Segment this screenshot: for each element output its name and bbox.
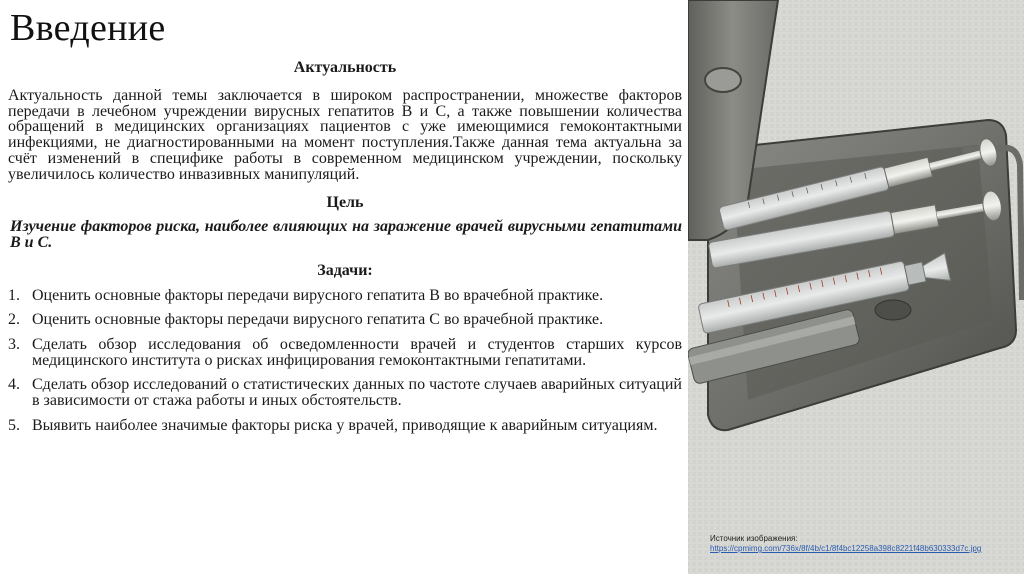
task-text: Оценить основные факторы передачи вирусного гепатита В во врачебной практике.	[32, 286, 604, 304]
task-item	[8, 337, 682, 368]
task-text: Сделать обзор исследования об осведомленности врачей и студентов старших курсов медицинского института о рисках инфицирования гемоконтактными гепатитами.	[32, 336, 682, 369]
task-text: Оценить основные факторы передачи вирусного гепатита С во врачебной практике.	[32, 311, 604, 329]
relevance-text: Актуальность данной темы заключается в широком распространении, множестве факторов передачи в лечебном учреждении вирусных гепатитов В и С, а также повышении количества обращений в медицинских организациях пациентов с уже имеющимися гемоконтактными инфекциями, не диагностированными на момент поступления.Также данная тема актуальна за счёт изменений в специфике работы в современном медицинском учреждении, поскольку увеличилось количество инвазивных манипуляций.	[8, 87, 682, 183]
slide-content	[8, 58, 682, 443]
task-item	[8, 377, 682, 408]
task-number: 4.	[8, 376, 20, 394]
caption-label: Источник изображения:	[710, 534, 798, 543]
slide-title: Введение	[10, 7, 166, 49]
task-number: 3.	[8, 336, 20, 354]
relevance-heading: Актуальность	[293, 59, 397, 76]
tasks-heading: Задачи:	[317, 261, 373, 279]
task-item	[8, 288, 682, 304]
task-item	[8, 418, 682, 434]
goal-text: Изучение факторов риска, наиболее влияющих на заражение врачей вирусными гепатитами В и С.	[10, 218, 682, 251]
syringes-in-metal-tray-icon	[688, 0, 1024, 574]
task-text: Сделать обзор исследований о статистических данных по частоте случаев аварийных ситуаций в зависимости от стажа работы и иных обстоятельств.	[32, 376, 682, 410]
tasks-list	[8, 288, 682, 434]
caption-source-link[interactable]: https://cpmimg.com/736x/8f/4b/c1/8f4bc12258a398c8221f48b630333d7c.jpg	[710, 544, 982, 553]
task-text: Выявить наиболее значимые факторы риска у врачей, приводящие к аварийным ситуациям.	[32, 416, 658, 434]
goal-heading: Цель	[326, 194, 364, 212]
image-caption	[710, 534, 1010, 554]
task-number: 5.	[8, 416, 20, 434]
task-number: 2.	[8, 311, 20, 329]
syringes-photo	[688, 0, 1024, 574]
task-item	[8, 312, 682, 328]
task-number: 1.	[8, 286, 20, 304]
